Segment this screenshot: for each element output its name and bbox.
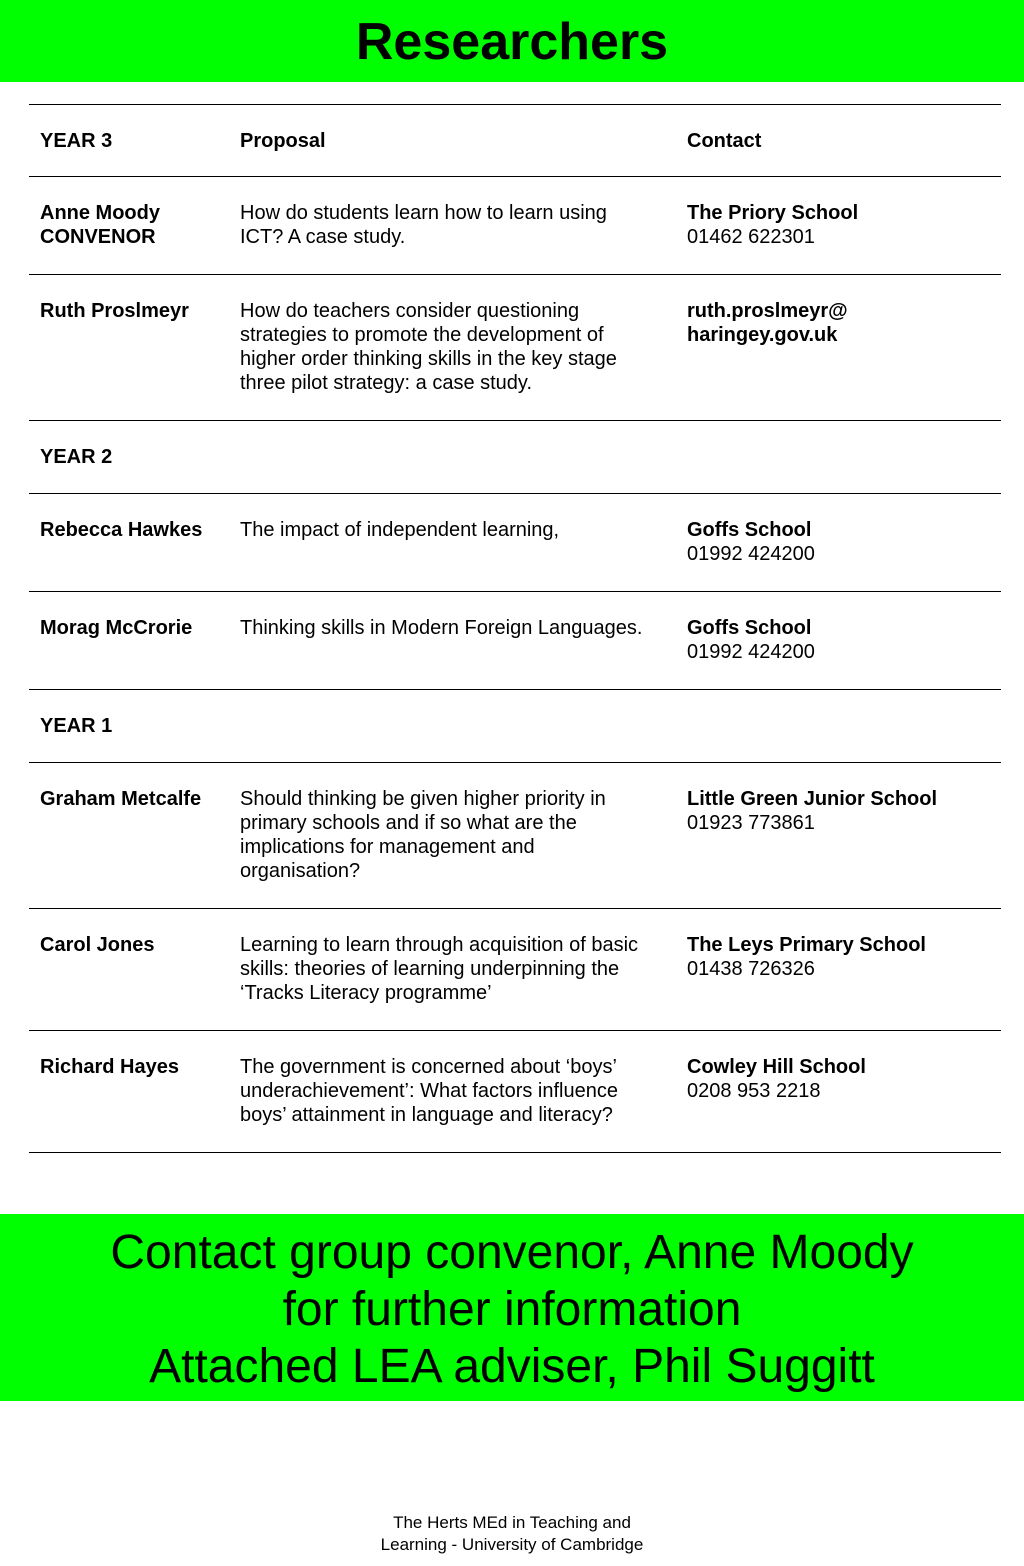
researchers-table bbox=[29, 104, 1001, 1153]
contact-info bbox=[676, 787, 1001, 908]
table-row bbox=[29, 909, 1001, 1031]
proposal-text bbox=[229, 1055, 676, 1152]
email-line: haringey.gov.uk bbox=[687, 324, 838, 346]
school-name: The Leys Primary School bbox=[687, 934, 926, 956]
researcher-name bbox=[29, 616, 229, 689]
name-line: Ruth Proslmeyr bbox=[40, 300, 189, 322]
proposal-line: The government is concerned about ‘boys’ bbox=[240, 1056, 617, 1078]
proposal-line: implications for management and bbox=[240, 836, 535, 858]
proposal-line: primary schools and if so what are the bbox=[240, 812, 577, 834]
contact-line-3: Attached LEA adviser, Phil Suggitt bbox=[149, 1340, 875, 1393]
table-row bbox=[29, 177, 1001, 275]
proposal-line: Should thinking be given higher priority in bbox=[240, 788, 606, 810]
proposal-line: The impact of independent learning, bbox=[240, 519, 560, 541]
footer bbox=[0, 1512, 1024, 1556]
contact-info bbox=[676, 299, 1001, 420]
proposal-line: ICT? A case study. bbox=[240, 226, 406, 248]
table-row bbox=[29, 275, 1001, 421]
researcher-name bbox=[29, 299, 229, 420]
contact-info bbox=[676, 616, 1001, 689]
proposal-text bbox=[229, 933, 676, 1030]
table-row bbox=[29, 592, 1001, 690]
researcher-name bbox=[29, 933, 229, 1030]
footer-line-2: Learning - University of Cambridge bbox=[380, 1535, 644, 1554]
table-header-row bbox=[29, 105, 1001, 177]
name-line: Graham Metcalfe bbox=[40, 788, 202, 810]
page-title: Researchers bbox=[355, 13, 669, 71]
name-line: Anne Moody bbox=[40, 202, 160, 224]
proposal-line: three pilot strategy: a case study. bbox=[240, 372, 533, 394]
name-line: Richard Hayes bbox=[40, 1056, 179, 1078]
school-name: Goffs School bbox=[687, 617, 812, 639]
name-line: Rebecca Hawkes bbox=[40, 519, 203, 541]
proposal-line: Learning to learn through acquisition of basic bbox=[240, 934, 639, 956]
researcher-name bbox=[29, 1055, 229, 1152]
contact-banner bbox=[0, 1214, 1024, 1401]
contact-line-1: Contact group convenor, Anne Moody bbox=[110, 1226, 914, 1279]
contact-info bbox=[676, 518, 1001, 591]
table-row bbox=[29, 1031, 1001, 1153]
school-name: Little Green Junior School bbox=[687, 788, 938, 810]
phone-number: 01992 424200 bbox=[687, 543, 815, 565]
phone-number: 0208 953 2218 bbox=[687, 1080, 821, 1102]
role-line: CONVENOR bbox=[40, 226, 156, 248]
proposal-text bbox=[229, 299, 676, 420]
school-name: Cowley Hill School bbox=[687, 1056, 866, 1078]
year-1-label: YEAR 1 bbox=[40, 715, 113, 737]
contact-line-2: for further information bbox=[282, 1283, 742, 1336]
proposal-line: Thinking skills in Modern Foreign Languages. bbox=[240, 617, 643, 639]
school-name: Goffs School bbox=[687, 519, 812, 541]
proposal-line: skills: theories of learning underpinning the bbox=[240, 958, 620, 980]
phone-number: 01992 424200 bbox=[687, 641, 815, 663]
email-line: ruth.proslmeyr@ bbox=[687, 300, 848, 322]
footer-line-1: The Herts MEd in Teaching and bbox=[393, 1513, 631, 1532]
phone-number: 01462 622301 bbox=[687, 226, 815, 248]
year-3-label: YEAR 3 bbox=[40, 130, 113, 152]
table-row bbox=[29, 763, 1001, 909]
name-line: Carol Jones bbox=[40, 934, 155, 956]
proposal-line: underachievement’: What factors influence bbox=[240, 1080, 618, 1102]
contact-info bbox=[676, 1055, 1001, 1152]
proposal-column-header: Proposal bbox=[240, 130, 326, 152]
proposal-line: organisation? bbox=[240, 860, 361, 882]
name-line: Morag McCrorie bbox=[40, 617, 193, 639]
proposal-line: How do teachers consider questioning bbox=[240, 300, 580, 322]
proposal-text bbox=[229, 616, 676, 689]
proposal-text bbox=[229, 787, 676, 908]
proposal-line: higher order thinking skills in the key stage bbox=[240, 348, 617, 370]
proposal-text bbox=[229, 201, 676, 274]
proposal-line: ‘Tracks Literacy programme’ bbox=[240, 982, 492, 1004]
proposal-line: strategies to promote the development of bbox=[240, 324, 604, 346]
contact-info bbox=[676, 201, 1001, 274]
year-1-row bbox=[29, 690, 1001, 763]
researcher-name bbox=[29, 518, 229, 591]
table-row bbox=[29, 494, 1001, 592]
school-name: The Priory School bbox=[687, 202, 859, 224]
proposal-line: boys’ attainment in language and literacy? bbox=[240, 1104, 613, 1126]
contact-info bbox=[676, 933, 1001, 1030]
proposal-text bbox=[229, 518, 676, 591]
researcher-name bbox=[29, 201, 229, 274]
year-2-row bbox=[29, 421, 1001, 494]
contact-column-header: Contact bbox=[687, 130, 762, 152]
phone-number: 01438 726326 bbox=[687, 958, 815, 980]
year-2-label: YEAR 2 bbox=[40, 446, 113, 468]
proposal-line: How do students learn how to learn using bbox=[240, 202, 607, 224]
researcher-name bbox=[29, 787, 229, 908]
title-banner bbox=[0, 0, 1024, 82]
phone-number: 01923 773861 bbox=[687, 812, 815, 834]
